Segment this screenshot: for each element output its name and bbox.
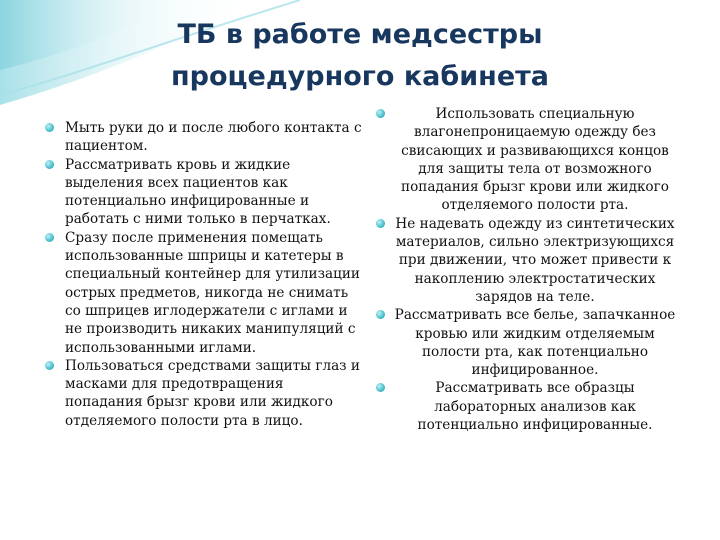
list-item: [44, 229, 364, 357]
list-item-text: Не надевать одежду из синтетических материалов, сильно электризующихся при движении, что может привести к накоплению электростатических зарядов на теле.: [395, 215, 675, 305]
list-item: [376, 306, 676, 379]
list-item: [376, 215, 676, 306]
title-line-2: процедурного кабинета: [171, 61, 549, 92]
teal-dot-icon: [45, 160, 54, 169]
left-bullet-list: [44, 119, 364, 430]
list-item-text: Сразу после применения помещать использованные шприцы и катетеры в специальный контейнер для утилизации острых предметов, никогда не снимать со шприцев иглодержатели с иглами и не производить никаких манипуляций с использованными иглами.: [65, 229, 360, 356]
list-item: [376, 379, 676, 434]
list-item: [44, 119, 364, 156]
teal-dot-icon: [45, 123, 54, 132]
list-item: [44, 357, 364, 430]
list-item: [44, 156, 364, 229]
list-item-text: Использовать специальную влагонепроницаемую одежду без свисающих и развивающихся концов для защиты тела от возможного попадания брызг крови или жидкого отделяемого полости рта.: [401, 106, 669, 214]
title-line-1: ТБ в работе медсестры: [177, 19, 543, 50]
list-item-text: Рассматривать все образцы лабораторных анализов как потенциально инфицированные.: [417, 380, 653, 434]
teal-dot-icon: [376, 109, 385, 118]
list-item-text: Мыть руки до и после любого контакта с пациентом.: [65, 120, 362, 155]
page-title: [110, 14, 610, 98]
list-item-text: Рассматривать все белье, запачканное кровью или жидким отделяемым полости рта, как потенциально инфицированное.: [394, 307, 676, 379]
teal-dot-icon: [376, 219, 385, 228]
teal-dot-icon: [376, 310, 385, 319]
list-item: [376, 105, 676, 215]
teal-dot-icon: [45, 233, 54, 242]
teal-dot-icon: [376, 383, 385, 392]
right-bullet-list: [376, 105, 676, 434]
teal-dot-icon: [45, 361, 54, 370]
list-item-text: Пользоваться средствами защиты глаз и масками для предотвращения попадания брызг крови или жидкого отделяемого полости рта в лицо.: [65, 357, 360, 429]
list-item-text: Рассматривать кровь и жидкие выделения всех пациентов как потенциально инфицированные и работать с ними только в перчатках.: [65, 156, 331, 228]
